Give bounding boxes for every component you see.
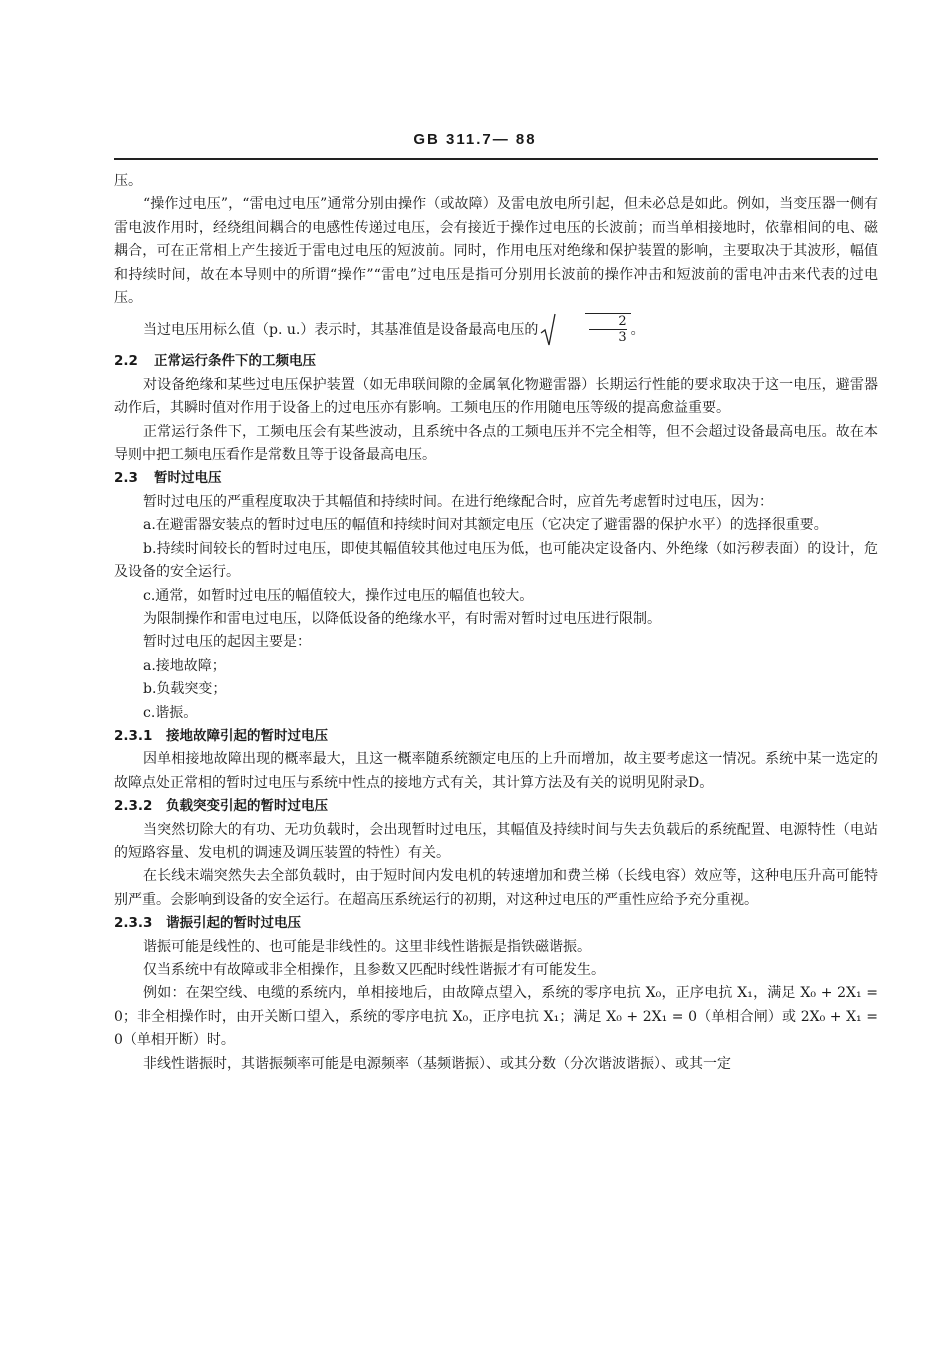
paragraph-sqrt-formula <box>114 313 878 347</box>
list-item: a.接地故障； <box>143 657 226 674</box>
paragraph: 正常运行条件下，工频电压会有某些波动，且系统中各点的工频电压并不完全相等，但不会超过设备最高电压。故在本导则中把工频电压看作是常数且等于设备最高电压。 <box>114 423 878 464</box>
text: 。 <box>630 322 645 339</box>
list-item: b.持续时间较长的暂时过电压，即使其幅值较其他过电压为低，也可能决定设备内、外绝缘（如污秽表面）的设计，危及设备的安全运行。 <box>114 540 878 581</box>
paragraph: 对设备绝缘和某些过电压保护装置（如无串联间隙的金属氧化物避雷器）长期运行性能的要求取决于这一电压，避雷器动作后，其瞬时值对作用于设备上的过电压亦有影响。工频电压的作用随电压等级的提高愈益重要。 <box>114 376 878 417</box>
paragraph: 非线性谐振时，其谐振频率可能是电源频率（基频谐振）、或其分数（分次谐波谐振）、或其一定 <box>143 1055 731 1072</box>
list-item: b.负载突变； <box>143 681 227 698</box>
paragraph: 暂时过电压的起因主要是： <box>143 634 311 651</box>
paragraph: 仅当系统中有故障或非全相操作，且参数又匹配时线性谐振才有可能发生。 <box>143 962 605 978</box>
text: 当过电压用标么值（p. u.）表示时，其基准值是设备最高电压的 <box>143 322 539 339</box>
denominator: 3 <box>589 329 626 345</box>
list-item: c.谐振。 <box>143 704 198 721</box>
list-item: c.通常，如暂时过电压的幅值较大，操作过电压的幅值也较大。 <box>143 587 534 604</box>
radical-sign-icon <box>540 313 556 347</box>
page-header: GB 311.7— 88 <box>413 131 537 148</box>
paragraph: 压。 <box>114 173 142 189</box>
fraction <box>585 313 630 345</box>
paragraph: 为限制操作和雷电过电压，以降低设备的绝缘水平，有时需对暂时过电压进行限制。 <box>143 610 661 627</box>
paragraph: “操作过电压”，“雷电过电压”通常分别由操作（或故障）及雷电放电所引起，但未必总是如此。例如，当变压器一侧有雷电波作用时，经绕组间耦合的电感性传递过电压，会有接近于操作过电压的长波前；而当单相接地时，依靠相间的电、磁耦合，可在正常相上产生接近于雷电过电压的短波前。同时，作用电压对绝缘和保护装置的影响，主要取决于其波形，幅值和持续时间，故在本导则中的所谓“操作”“雷电”过电压是指可分别用长波前的操作冲击和短波前的雷电冲击来代表的过电压。 <box>114 196 878 307</box>
section-heading-2-3-1: 2.3.1 接地故障引起的暂时过电压 <box>114 727 328 744</box>
paragraph: 例如：在架空线、电缆的系统内，单相接地后，由故障点望入，系统的零序电抗 X₀，正序电抗 X₁，满足 X₀ + 2X₁ = 0；非全相操作时，由开关断口望入，系统的零序电抗 X₀，正序电抗 X₁；满足 X₀ + 2X₁ = 0（单相合闸）或 2X₀ + X₁ = 0（单相开断）时。 <box>114 985 878 1049</box>
paragraph: 暂时过电压的严重程度取决于其幅值和持续时间。在进行绝缘配合时，应首先考虑暂时过电压，因为： <box>143 493 773 510</box>
section-heading-2-2: 2.2 正常运行条件下的工频电压 <box>114 353 316 370</box>
section-heading-2-3: 2.3 暂时过电压 <box>114 470 222 487</box>
numerator: 2 <box>618 314 627 330</box>
list-item: a.在避雷器安装点的暂时过电压的幅值和持续时间对其额定电压（它决定了避雷器的保护水平）的选择很重要。 <box>143 517 828 534</box>
paragraph: 在长线末端突然失去全部负载时，由于短时间内发电机的转速增加和费兰梯（长线电容）效应等，这种电压升高可能特别严重。会影响到设备的安全运行。在超高压系统运行的初期，对这种过电压的严重性应给予充分重视。 <box>114 868 878 908</box>
sqrt-formula <box>540 313 630 347</box>
section-heading-2-3-2: 2.3.2 负载突变引起的暂时过电压 <box>114 798 328 815</box>
header-rule <box>114 158 878 160</box>
paragraph: 谐振可能是线性的、也可能是非线性的。这里非线性谐振是指铁磁谐振。 <box>143 938 591 955</box>
section-heading-2-3-3: 2.3.3 谐振引起的暂时过电压 <box>114 915 301 932</box>
paragraph: 当突然切除大的有功、无功负载时，会出现暂时过电压，其幅值及持续时间与失去负载后的系统配置、电源特性（电站的短路容量、发电机的调速及调压装置的特性）有关。 <box>114 821 878 861</box>
document-body <box>114 170 878 1076</box>
paragraph: 因单相接地故障出现的概率最大，且这一概率随系统额定电压的上升而增加，故主要考虑这一情况。系统中某一选定的故障点处正常相的暂时过电压与系统中性点的接地方式有关，其计算方法及有关的说明见附录D。 <box>114 751 878 791</box>
